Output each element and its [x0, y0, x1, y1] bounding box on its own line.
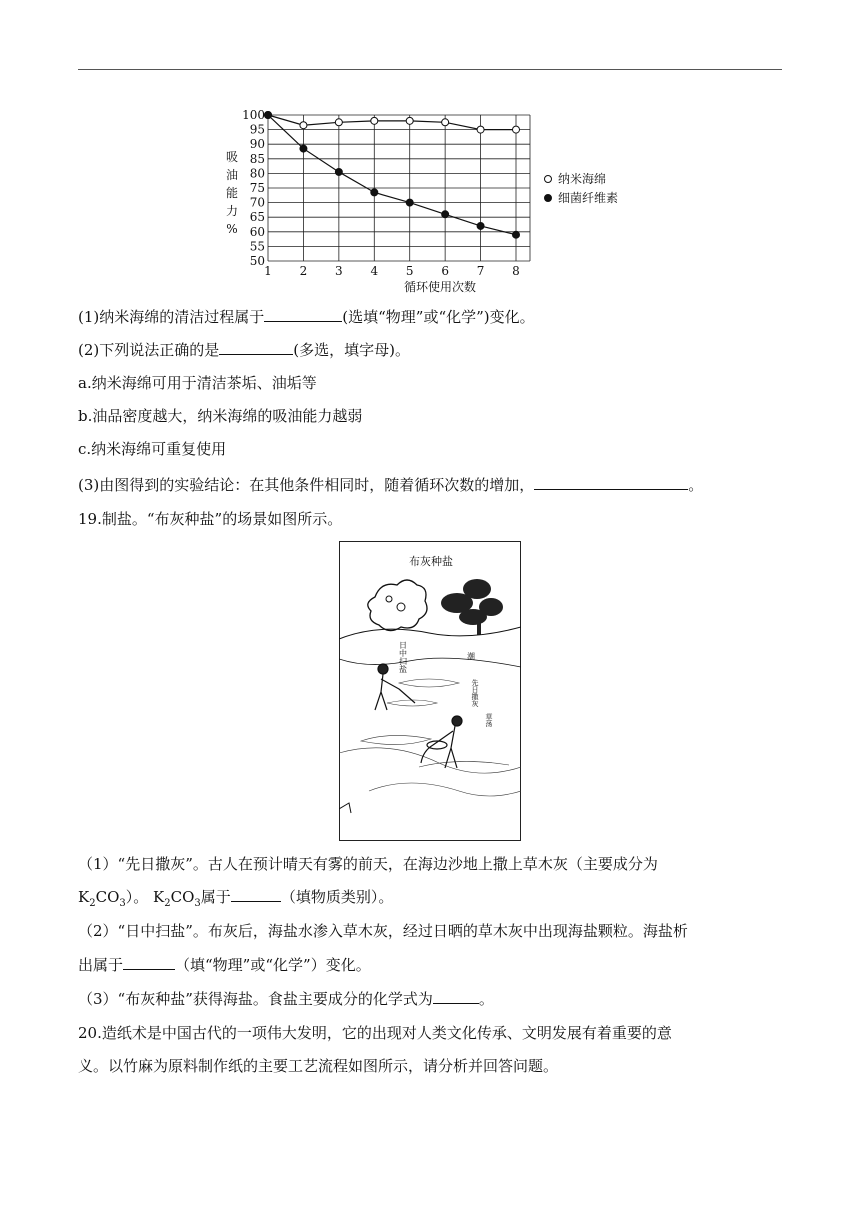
question-2	[78, 339, 410, 361]
option-c: c.纳米海绵可重复使用	[78, 440, 227, 458]
x-tick-label: 7	[476, 264, 485, 278]
s2-text-c: （填“物理”或“化学”）变化。	[175, 956, 371, 974]
sub-question-3	[78, 988, 494, 1010]
y-tick-label: 90	[249, 137, 265, 152]
x-tick-label: 2	[299, 264, 308, 278]
legend-label: 纳米海绵	[558, 172, 607, 186]
x-tick-label: 5	[405, 264, 414, 278]
option-b: b.油品密度越大，纳米海绵的吸油能力越弱	[78, 407, 363, 425]
answer-blank[interactable]	[231, 887, 281, 902]
data-point	[335, 168, 342, 175]
y-tick-label: 50	[249, 254, 265, 268]
data-point	[300, 145, 307, 152]
answer-blank[interactable]	[219, 340, 293, 355]
sub-question-2-line-2	[78, 954, 371, 976]
y-tick-label: 60	[249, 224, 265, 239]
question-3	[78, 474, 703, 496]
s3-text-a: （3）“布灰种盐”获得海盐。食盐主要成分的化学式为	[78, 990, 433, 1008]
x-tick-label: 3	[335, 264, 343, 278]
y-tick-label: 70	[249, 195, 265, 210]
y-axis-label	[226, 150, 238, 236]
question-19: 19.制盐。“布灰种盐”的场景如图所示。	[78, 510, 343, 528]
sub-question-1-line-1: （1）“先日撒灰”。古人在预计晴天有雾的前天，在海边沙地上撒上草木灰（主要成分为	[78, 855, 658, 873]
data-point	[265, 112, 272, 119]
q1-text-a: (1)纳米海绵的清洁过程属于	[78, 308, 265, 326]
legend-label: 细菌纤维素	[558, 191, 619, 205]
illustration-label-2: 潮	[467, 652, 475, 661]
q1-text-b: (选填“物理”或“化学”)变化。	[342, 308, 535, 326]
answer-blank[interactable]	[123, 955, 175, 970]
legend-marker	[545, 195, 552, 202]
y-axis-label-char: %	[226, 222, 238, 236]
oil-absorption-chart	[215, 103, 655, 298]
x-tick-label: 1	[264, 264, 272, 278]
y-axis-label-char: 吸	[225, 150, 239, 164]
y-axis-label-char: 油	[225, 168, 239, 182]
legend-marker	[545, 176, 552, 183]
y-tick-label: 80	[249, 166, 265, 181]
sub-question-2-line-1: （2）“日中扫盐”。布灰后，海盐水渗入草木灰，经过日晒的草木灰中出现海盐颗粒。海盐析	[78, 922, 688, 940]
sub-question-1-line-2	[78, 886, 393, 915]
formula-k2co3-1: $K_2CO_3$	[78, 888, 126, 909]
y-axis-label-char: 能	[225, 186, 239, 200]
chart-legend	[545, 171, 619, 205]
x-tick-label: 4	[370, 264, 379, 278]
data-point	[371, 189, 378, 196]
illustration-label-1: 日中扫盐	[398, 641, 408, 673]
y-tick-label: 95	[249, 122, 265, 137]
y-tick-label: 75	[249, 181, 265, 195]
question-20-line-2: 义。以竹麻为原料制作纸的主要工艺流程如图所示，请分析并回答问题。	[78, 1057, 559, 1075]
s1-text-c: 属于	[200, 888, 231, 906]
s2-text-b: 出属于	[78, 956, 124, 974]
data-point	[335, 119, 342, 126]
y-tick-label: 65	[249, 210, 265, 225]
q3-text-b: 。	[688, 476, 704, 494]
q3-text-a: (3)由图得到的实验结论：在其他条件相同时，随着循环次数的增加，	[78, 476, 535, 494]
data-point	[300, 122, 307, 129]
data-point	[513, 231, 520, 238]
y-tick-label: 100	[242, 108, 265, 122]
data-point	[442, 211, 449, 218]
y-tick-label: 85	[249, 151, 265, 166]
illustration-label-3: 先日撒灰	[471, 679, 479, 707]
x-axis-label: 循环使用次数	[403, 280, 477, 294]
x-tick-label: 8	[512, 264, 520, 278]
question-20-line-1: 20.造纸术是中国古代的一项伟大发明，它的出现对人类文化传承、文明发展有着重要的意	[78, 1024, 672, 1042]
y-tick-labels	[242, 108, 265, 268]
data-point	[442, 119, 449, 126]
y-tick-label: 55	[249, 239, 265, 254]
chart-series	[265, 112, 520, 239]
x-tick-labels	[264, 264, 520, 278]
q2-text-b: (多选，填字母)。	[293, 341, 410, 359]
answer-blank[interactable]	[264, 307, 342, 322]
data-point	[513, 126, 520, 133]
data-point	[371, 117, 378, 124]
y-axis-label-char: 力	[225, 204, 239, 218]
data-point	[406, 117, 413, 124]
illustration-title: 布灰种盐	[409, 555, 453, 568]
data-point	[406, 199, 413, 206]
data-point	[477, 222, 484, 229]
option-a: a.纳米海绵可用于清洁茶垢、油垢等	[78, 374, 317, 392]
data-point	[477, 126, 484, 133]
salt-making-illustration	[339, 541, 521, 841]
chart-grid	[268, 115, 530, 261]
answer-blank[interactable]	[534, 475, 688, 490]
answer-blank[interactable]	[433, 989, 479, 1004]
question-1	[78, 306, 535, 328]
illustration-label-4: 草荡	[485, 713, 493, 727]
q2-text-a: (2)下列说法正确的是	[78, 341, 220, 359]
s3-text-b: 。	[478, 990, 494, 1008]
header-rule	[78, 69, 782, 70]
s1-text-b: ）。	[125, 888, 149, 906]
formula-k2co3-2: $K_2CO_3$	[153, 888, 201, 909]
x-tick-label: 6	[441, 264, 449, 278]
s1-text-d: （填物质类别）。	[280, 888, 394, 906]
